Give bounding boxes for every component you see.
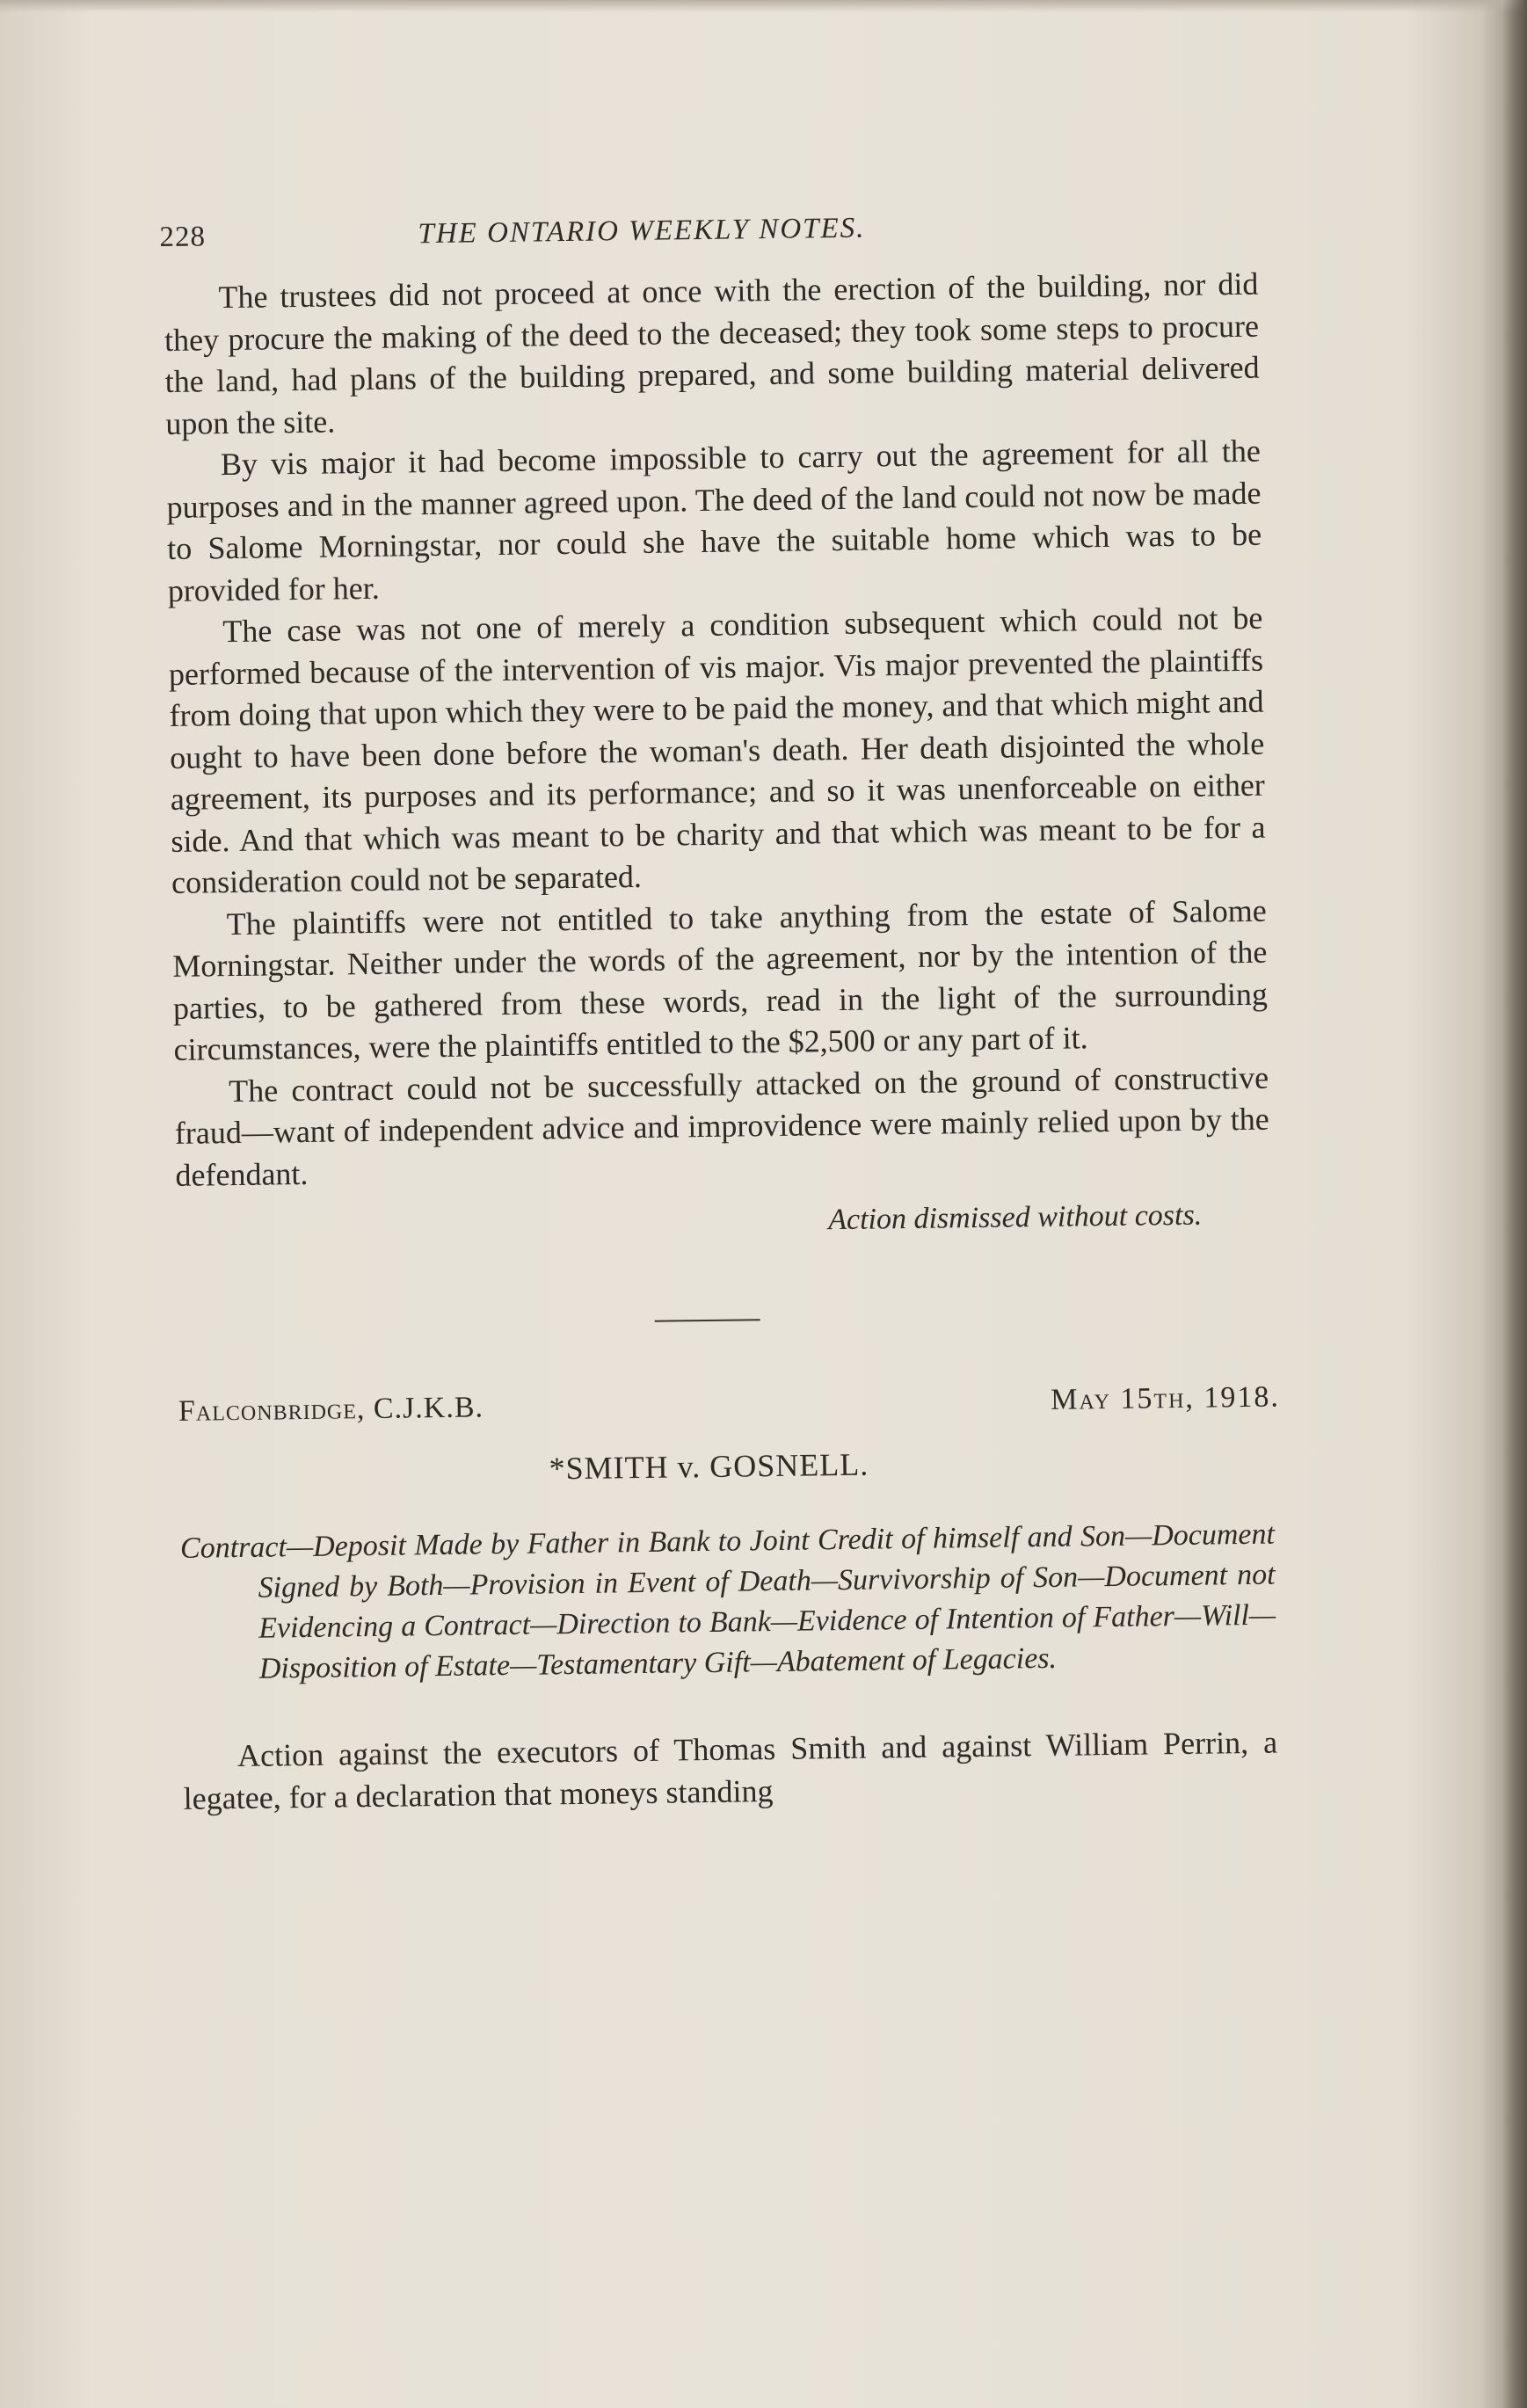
- text-column: [159, 188, 1281, 1820]
- paragraph-condition-subsequent: The case was not one of merely a condition subsequent which could not be performed because of the intervention of vis major. Vis major prevented the plaintiffs from doing that upon which they were to be paid the money, and that which might and ought to have been done before the woman's death. Her death disjointed the whole agreement, its purposes and its performance; and so it was unenforceable on either side. And that which was meant to be charity and that which was meant to be for a consideration could not be separated.: [168, 600, 1266, 900]
- case-headnote: Contract—Deposit Made by Father in Bank to Joint Credit of himself and Son—Document Signed by Both—Provision in Event of Death—Survivorship of Son—Document not Evidencing a Contract—Direction to Bank—Evidence of Intention of Father—Will—Disposition of Estate—Testamentary Gift—Abatement of Legacies.: [179, 1517, 1276, 1685]
- page-number: 228: [159, 221, 207, 254]
- case-meta: [178, 1380, 1281, 1439]
- paragraph-vis-major: By vis major it had become impossible to carry out the agreement for all the purposes and in the manner agreed upon. The deed of the land could not now be made to Salome Morningstar, nor could she have the suitable home which was to be provided for her.: [166, 433, 1262, 608]
- case-date: May 15th, 1918.: [1050, 1380, 1281, 1416]
- paragraph-constructive-fraud: The contract could not be successfully attacked on the ground of constructive fraud—want of independent advice and improvidence were mainly relied upon by the defendant.: [174, 1059, 1270, 1193]
- page-header: [159, 188, 1258, 264]
- case-disposition: Action dismissed without costs.: [827, 1198, 1203, 1237]
- paragraph-trustees: The trustees did not proceed at once with the erection of the building, nor did they procure the making of the deed to the deceased; they took some steps to procure the land, had plans of the building prepared, and some building material delivered upon the site.: [164, 266, 1260, 441]
- running-head: THE ONTARIO WEEKLY NOTES.: [418, 212, 866, 251]
- page-top-shadow: [0, 0, 1527, 12]
- section-divider: [654, 1319, 760, 1322]
- book-gutter-shadow: [1502, 0, 1527, 2408]
- case-title: *SMITH v. GOSNELL.: [549, 1446, 869, 1487]
- paragraph-action-opening: Action against the executors of Thomas Smith and against William Perrin, a legatee, for a declaration that moneys standing: [183, 1724, 1278, 1816]
- judge-name: Falconbridge, C.J.K.B.: [178, 1391, 484, 1428]
- paragraph-plaintiffs-not-entitled: The plaintiffs were not entitled to take anything from the estate of Salome Morningstar. Neither under the words of the agreement, nor by the intention of the parties, to be gathered from these words, read in the light of the surrounding circumstances, were the plaintiffs entitled to the $2,500 or any part of it.: [172, 892, 1269, 1067]
